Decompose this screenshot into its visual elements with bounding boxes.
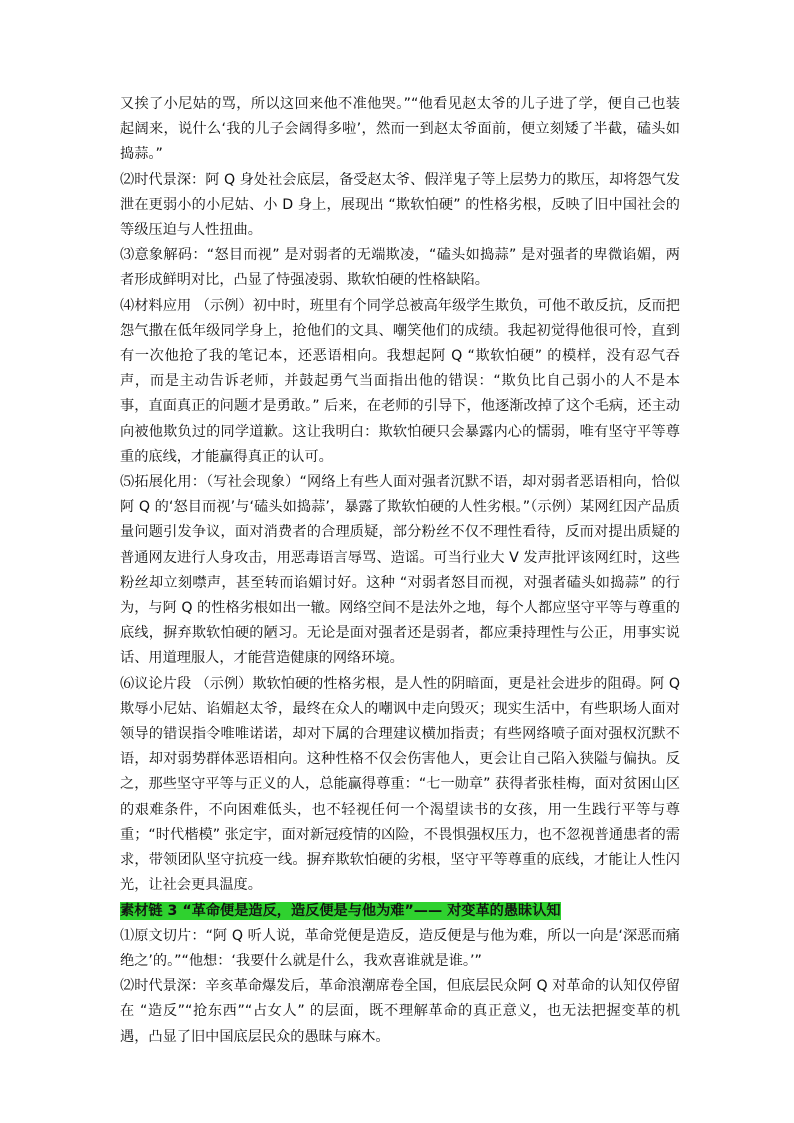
document-body: [120, 92, 680, 1050]
paragraph-material-application: ⑷材料应用 （示例）初中时，班里有个同学总被高年级学生欺负，可他不敢反抗，反而把怨气撒在低年级同学身上，抢他们的文具、嘲笑他们的成绩。我起初觉得他很可怜，直到有一次他抢了我的笔记本，还恶语相向。我想起阿 Q “欺软怕硬” 的模样，没有忍气吞声，而是主动告诉老师，并鼓起勇气当面指出他的错误：“欺负比自己弱小的人不是本事，直面真正的问题才是勇敢。” 后来，在老师的引导下，他逐渐改掉了这个毛病，还主动向被他欺负过的同学道歉。这让我明白：欺软怕硬只会暴露内心的懦弱，唯有坚守平等尊重的底线，才能赢得真正的认可。: [120, 297, 680, 465]
section-heading-highlight: 素材链 3 “革命便是造反，造反便是与他为难”—— 对变革的愚昧认知: [120, 902, 561, 919]
paragraph-imagery: ⑶意象解码：“怒目而视” 是对弱者的无端欺凌，“磕头如捣蒜” 是对强者的卑微谄媚，两者形成鲜明对比，凸显了恃强凌弱、欺软怕硬的性格缺陷。: [120, 247, 680, 289]
paragraph-era-context-2: ⑵时代景深：辛亥革命爆发后，革命浪潮席卷全国，但底层民众阿 Q 对革命的认知仅停留在 “造反”“抢东西”“占女人” 的层面，既不理解革命的真正意义，也无法把握变革的机遇，凸显了旧中国底层民众的愚昧与麻木。: [120, 978, 680, 1045]
paragraph-quote-continued: 又挨了小尼姑的骂，所以这回来他不准他哭。”“他看见赵太爷的儿子进了学，便自己也装起阔来，说什么‘我的儿子会阔得多啦’，然而一到赵太爷面前，便立刻矮了半截，磕头如捣蒜。”: [120, 96, 680, 163]
paragraph-original-excerpt: ⑴原文切片：“阿 Q 听人说，革命党便是造反，造反便是与他为难，所以一向是‘深恶而痛绝之’的。”“他想：‘我要什么就是什么，我欢喜谁就是谁。’”: [120, 927, 680, 969]
paragraph-extension: ⑸拓展化用：（写社会现象）“网络上有些人面对强者沉默不语，却对弱者恶语相向，恰似阿 Q 的‘怒目而视’与‘磕头如捣蒜’，暴露了欺软怕硬的人性劣根。”（示例）某网红因产品质量问题引发争议，面对消费者的合理质疑，部分粉丝不仅不理性看待，反而对提出质疑的普通网友进行人身攻击，用恶毒语言辱骂、造谣。可当行业大 V 发声批评该网红时，这些粉丝却立刻噤声，甚至转而谄媚讨好。这种 “对弱者怒目而视，对强者磕头如捣蒜” 的行为，与阿 Q 的性格劣根如出一辙。网络空间不是法外之地，每个人都应坚守平等与尊重的底线，摒弃欺软怕硬的陋习。无论是面对强者还是弱者，都应秉持理性与公正，用事实说话、用道理服人，才能营造健康的网络环境。: [120, 474, 680, 667]
paragraph-era-context: ⑵时代景深：阿 Q 身处社会底层，备受赵太爷、假洋鬼子等上层势力的欺压，却将怨气发泄在更弱小的小尼姑、小 D 身上，展现出 “欺软怕硬” 的性格劣根，反映了旧中国社会的等级压迫与人性扭曲。: [120, 171, 680, 239]
paragraph-argument: ⑹议论片段 （示例）欺软怕硬的性格劣根，是人性的阴暗面，更是社会进步的阻碍。阿 Q 欺辱小尼姑、谄媚赵太爷，最终在众人的嘲讽中走向毁灭；现实生活中，有些职场人面对领导的错误指令唯唯诺诺，却对下属的合理建议横加指责；有些网络喷子面对强权沉默不语，却对弱势群体恶语相向。这种性格不仅会伤害他人，更会让自己陷入狭隘与偏执。反之，那些坚守平等与正义的人，总能赢得尊重：“七一勋章” 获得者张桂梅，面对贫困山区的艰难条件，不向困难低头，也不轻视任何一个渴望读书的女孩，用一生践行平等与尊重；“时代楷模” 张定宇，面对新冠疫情的凶险，不畏惧强权压力，也不忽视普通患者的需求，带领团队坚守抗疫一线。摒弃欺软怕硬的劣根，坚守平等尊重的底线，才能让人性闪光，让社会更具温度。: [120, 675, 680, 894]
section-heading: [120, 899, 680, 924]
